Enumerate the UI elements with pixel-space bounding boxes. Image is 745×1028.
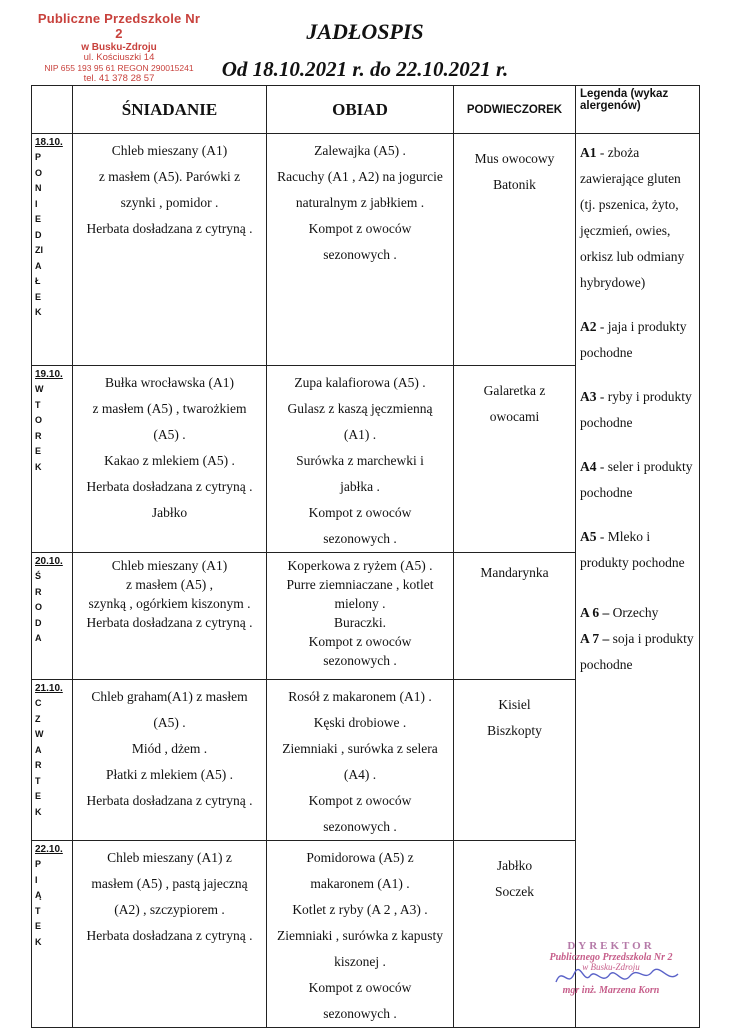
lunch-line: makaronem (A1) . <box>310 876 410 891</box>
snack-line: Biszkopty <box>487 723 542 738</box>
breakfast-cell <box>73 841 267 1028</box>
lunch-line: sezonowych . <box>323 819 397 834</box>
snack-line: Mandarynka <box>480 565 549 580</box>
breakfast-line: Chleb mieszany (A1) <box>111 558 228 573</box>
signature-line-1: DYREKTOR <box>567 940 655 952</box>
legend-item <box>580 524 695 576</box>
day-row <box>32 134 700 366</box>
legend-text: Orzechy <box>609 605 659 620</box>
date-range: Od 18.10.2021 r. do 22.10.2021 r. <box>221 57 509 81</box>
breakfast-line: masłem (A5) , pastą jajeczną <box>91 876 248 891</box>
lunch-line: Pomidorowa (A5) z <box>306 850 414 865</box>
snack-line: Kisiel <box>498 697 531 712</box>
snack-line: Mus owocowy <box>474 151 555 166</box>
snack-line: Jabłko <box>496 858 533 873</box>
snack-line: owocami <box>489 409 540 424</box>
signature-line-2: Publicznego Przedszkola Nr 2 <box>549 952 673 964</box>
legend-code: A2 <box>580 319 597 334</box>
lunch-cell <box>267 134 454 366</box>
lunch-line: Buraczki. <box>333 615 387 630</box>
breakfast-cell <box>73 680 267 841</box>
corner-cell <box>32 86 73 134</box>
lunch-line: Rosół z makaronem (A1) . <box>288 689 432 704</box>
col-snack: PODWIECZOREK <box>454 86 576 134</box>
lunch-line: Purre ziemniaczane , kotlet <box>286 577 434 592</box>
stamp-line-2: w Busku-Zdroju <box>81 41 157 53</box>
day-date: 20.10. <box>35 556 63 567</box>
breakfast-line: Herbata dosładzana z cytryną . <box>86 221 253 236</box>
breakfast-line: z masłem (A5) , <box>126 577 213 592</box>
day-cell <box>32 680 73 841</box>
signature-line-3: w Busku-Zdroju <box>582 962 640 973</box>
kindergarten-stamp <box>34 12 204 85</box>
legend-item <box>580 314 695 366</box>
lunch-line: Ziemniaki , surówka z selera <box>282 741 438 756</box>
breakfast-line: szynką , ogórkiem kiszonym . <box>88 596 251 611</box>
breakfast-cell <box>73 134 267 366</box>
legend-item <box>580 140 695 296</box>
legend-text: soja i produkty pochodne <box>580 631 694 672</box>
snack-cell <box>454 134 576 366</box>
lunch-line: Kompot z owoców <box>308 505 412 520</box>
day-date: 18.10. <box>35 137 63 148</box>
lunch-line: Kompot z owoców <box>308 793 412 808</box>
legend-code: A 6 – <box>580 605 610 620</box>
breakfast-line: Herbata dosładzana z cytryną . <box>86 479 253 494</box>
breakfast-line: Jabłko <box>151 505 188 520</box>
legend-text: - zboża zawierające gluten (tj. pszenica, żyto, jęczmień, owies, orkisz lub odmiany hybrydowe) <box>580 145 685 290</box>
legend-text: - ryby i produkty pochodne <box>580 389 692 430</box>
lunch-line: kiszonej . <box>334 954 386 969</box>
lunch-line: sezonowych . <box>323 653 397 668</box>
breakfast-line: szynki , pomidor . <box>120 195 219 210</box>
day-name: CZWARTEK <box>35 698 44 817</box>
stamp-line-3: ul. Kościuszki 14 <box>83 52 155 64</box>
lunch-cell <box>267 680 454 841</box>
day-cell <box>32 553 73 680</box>
snack-cell <box>454 841 576 1028</box>
legend-item <box>580 600 695 626</box>
day-date: 19.10. <box>35 369 63 380</box>
lunch-cell <box>267 366 454 553</box>
breakfast-line: Bułka wrocławska (A1) <box>105 375 234 390</box>
breakfast-cell <box>73 366 267 553</box>
breakfast-line: Płatki z mlekiem (A5) . <box>105 767 234 782</box>
day-cell <box>32 366 73 553</box>
day-name: PONIEDZIAŁEK <box>35 152 43 317</box>
lunch-line: Surówka z marchewki i <box>296 453 424 468</box>
legend-text: - jaja i produkty pochodne <box>580 319 687 360</box>
breakfast-line: (A5) . <box>153 427 186 442</box>
breakfast-line: Kakao z mlekiem (A5) . <box>104 453 235 468</box>
handwritten-signature <box>552 964 682 990</box>
legend-text: - Mleko i produkty pochodne <box>580 529 685 570</box>
lunch-line: sezonowych . <box>323 1006 397 1021</box>
lunch-line: Kęski drobiowe . <box>313 715 407 730</box>
day-cell <box>32 134 73 366</box>
col-legend: Legenda (wykaz alergenów) <box>576 86 700 134</box>
snack-cell <box>454 553 576 680</box>
breakfast-line: Chleb mieszany (A1) z <box>107 850 232 865</box>
lunch-line: naturalnym z jabłkiem . <box>295 195 425 210</box>
day-name: PIĄTEK <box>35 859 42 947</box>
legend-text: - seler i produkty pochodne <box>580 459 693 500</box>
lunch-line: Zupa kalafiorowa (A5) . <box>294 375 426 390</box>
snack-cell <box>454 366 576 553</box>
legend-cell <box>576 134 700 1028</box>
legend-code: A3 <box>580 389 597 404</box>
lunch-line: Zalewajka (A5) . <box>314 143 406 158</box>
legend-code: A4 <box>580 459 597 474</box>
breakfast-cell <box>73 553 267 680</box>
snack-line: Soczek <box>495 884 534 899</box>
snack-line: Batonik <box>493 177 536 192</box>
lunch-line: Kompot z owoców <box>308 221 412 236</box>
lunch-cell <box>267 553 454 680</box>
breakfast-line: Herbata dosładzana z cytryną . <box>86 793 253 808</box>
breakfast-line: Miód , dżem . <box>131 741 208 756</box>
col-lunch: OBIAD <box>267 86 454 134</box>
breakfast-line: Chleb mieszany (A1) <box>111 143 228 158</box>
day-name: ŚRODA <box>35 571 43 643</box>
menu-table <box>31 85 700 1028</box>
snack-cell <box>454 680 576 841</box>
lunch-line: Koperkowa z ryżem (A5) . <box>287 558 433 573</box>
legend-item <box>580 454 695 506</box>
lunch-line: Kompot z owoców <box>308 634 412 649</box>
lunch-cell <box>267 841 454 1028</box>
header-row <box>32 86 700 134</box>
breakfast-line: Herbata dosładzana z cytryną . <box>86 928 253 943</box>
day-date: 22.10. <box>35 844 63 855</box>
signature-line-4: mgr inż. Marzena Korn <box>562 984 660 996</box>
day-date: 21.10. <box>35 683 63 694</box>
stamp-line-1: Publiczne Przedszkole Nr 2 <box>37 11 201 41</box>
breakfast-line: z masłem (A5). Parówki z <box>98 169 241 184</box>
legend-item <box>580 626 695 678</box>
lunch-line: Ziemniaki , surówka z kapusty <box>276 928 444 943</box>
lunch-line: jabłka . <box>340 479 380 494</box>
lunch-line: (A4) . <box>343 767 377 782</box>
breakfast-line: (A5) . <box>153 715 186 730</box>
lunch-line: Racuchy (A1 , A2) na jogurcie <box>277 169 443 184</box>
stamp-line-4: NIP 655 193 95 61 REGON 290015241 <box>44 63 194 74</box>
stamp-line-5: tel. 41 378 28 57 <box>83 73 155 85</box>
legend-code: A5 <box>580 529 597 544</box>
legend-code: A1 <box>580 145 597 160</box>
lunch-line: sezonowych . <box>323 531 397 546</box>
breakfast-line: Chleb graham(A1) z masłem <box>91 689 248 704</box>
page-title: JADŁOSPIS <box>306 19 424 44</box>
breakfast-line: (A2) , szczypiorem . <box>114 902 225 917</box>
lunch-line: (A1) . <box>343 427 377 442</box>
breakfast-line: Herbata dosładzana z cytryną . <box>86 615 253 630</box>
lunch-line: Kotlet z ryby (A 2 , A3) . <box>292 902 428 917</box>
lunch-line: Kompot z owoców <box>308 980 412 995</box>
col-breakfast: ŚNIADANIE <box>73 86 267 134</box>
lunch-line: mielony . <box>334 596 386 611</box>
breakfast-line: z masłem (A5) , twarożkiem <box>92 401 247 416</box>
day-name: WTOREK <box>35 384 44 472</box>
day-cell <box>32 841 73 1028</box>
legend-item <box>580 384 695 436</box>
snack-line: Galaretka z <box>483 383 546 398</box>
lunch-line: sezonowych . <box>323 247 397 262</box>
lunch-line: Gulasz z kaszą jęczmienną <box>287 401 433 416</box>
legend-code: A 7 – <box>580 631 610 646</box>
